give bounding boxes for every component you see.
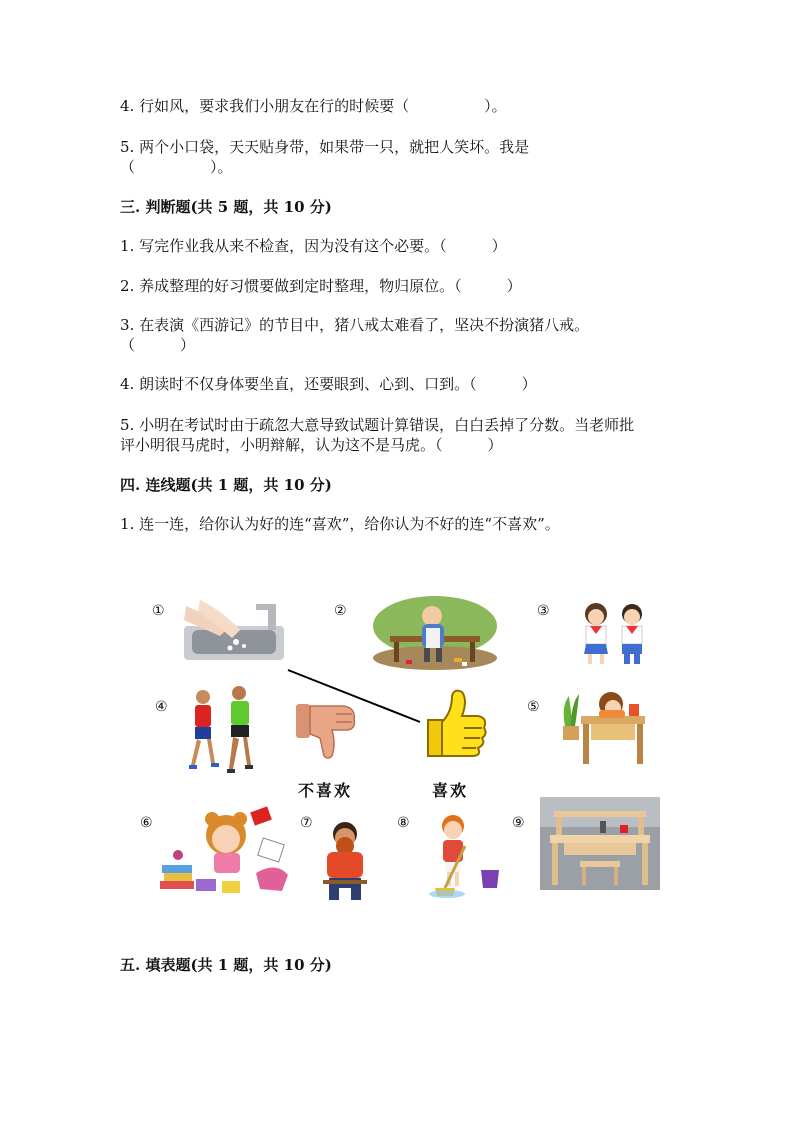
running-people-image [183,685,263,785]
littering-man-image [370,592,500,672]
section-4-title: 四. 连线题(共 1 题，共 10 分) [120,476,332,494]
fill-question-5-line2: （ ）。 [120,158,233,176]
item-number-2: ② [334,603,347,619]
item-number-3: ③ [537,603,550,619]
item-number-4: ④ [155,699,168,715]
section-3-title: 三. 判断题(共 5 题，共 10 分) [120,198,332,216]
dislike-label: 不喜欢 [298,781,353,800]
match-question-1: 1. 连一连，给你认为好的连“喜欢”，给你认为不好的连“不喜欢”。 [120,515,560,533]
item-number-9: ⑨ [512,815,525,831]
saluting-children-image [574,598,654,668]
like-label: 喜欢 [432,781,469,800]
item-number-5: ⑤ [527,699,540,715]
item-number-6: ⑥ [140,815,153,831]
judge-question-5-line1: 5. 小明在考试时由于疏忽大意导致试题计算错误，白白丢掉了分数。当老师批 [120,416,635,434]
girl-mopping-image [425,812,505,898]
judge-question-3-line1: 3. 在表演《西游记》的节目中，猪八戒太难看了，坚决不扮演猪八戒。 [120,316,590,334]
judge-question-1: 1. 写完作业我从来不检查，因为没有这个必要。（ ） [120,237,507,255]
judge-question-4: 4. 朗读时不仅身体要坐直，还要眼到、心到、口到。（ ） [120,375,537,393]
judge-question-5-line2: 评小明很马虎时，小明辩解，认为这不是马虎。（ ） [120,436,503,454]
item-number-1: ① [152,603,165,619]
messy-room-girl-image [156,803,296,899]
sleeping-at-desk-image [557,686,652,768]
item-number-7: ⑦ [300,815,313,831]
boy-eating-image [315,818,375,902]
item-number-8: ⑧ [397,815,410,831]
fill-question-5-line1: 5. 两个小口袋，天天贴身带，如果带一只，就把人笑坏。我是 [120,138,530,156]
connection-line [280,664,430,730]
judge-question-2: 2. 养成整理的好习惯要做到定时整理，物归原位。（ ） [120,277,522,295]
section-5-title: 五. 填表题(共 1 题，共 10 分) [120,956,332,974]
judge-question-3-line2: （ ） [120,336,196,354]
fill-question-4: 4. 行如风，要求我们小朋友在行的时候要（ ）。 [120,97,507,115]
tidy-desk-image [540,797,660,890]
washing-hands-image [180,598,290,668]
